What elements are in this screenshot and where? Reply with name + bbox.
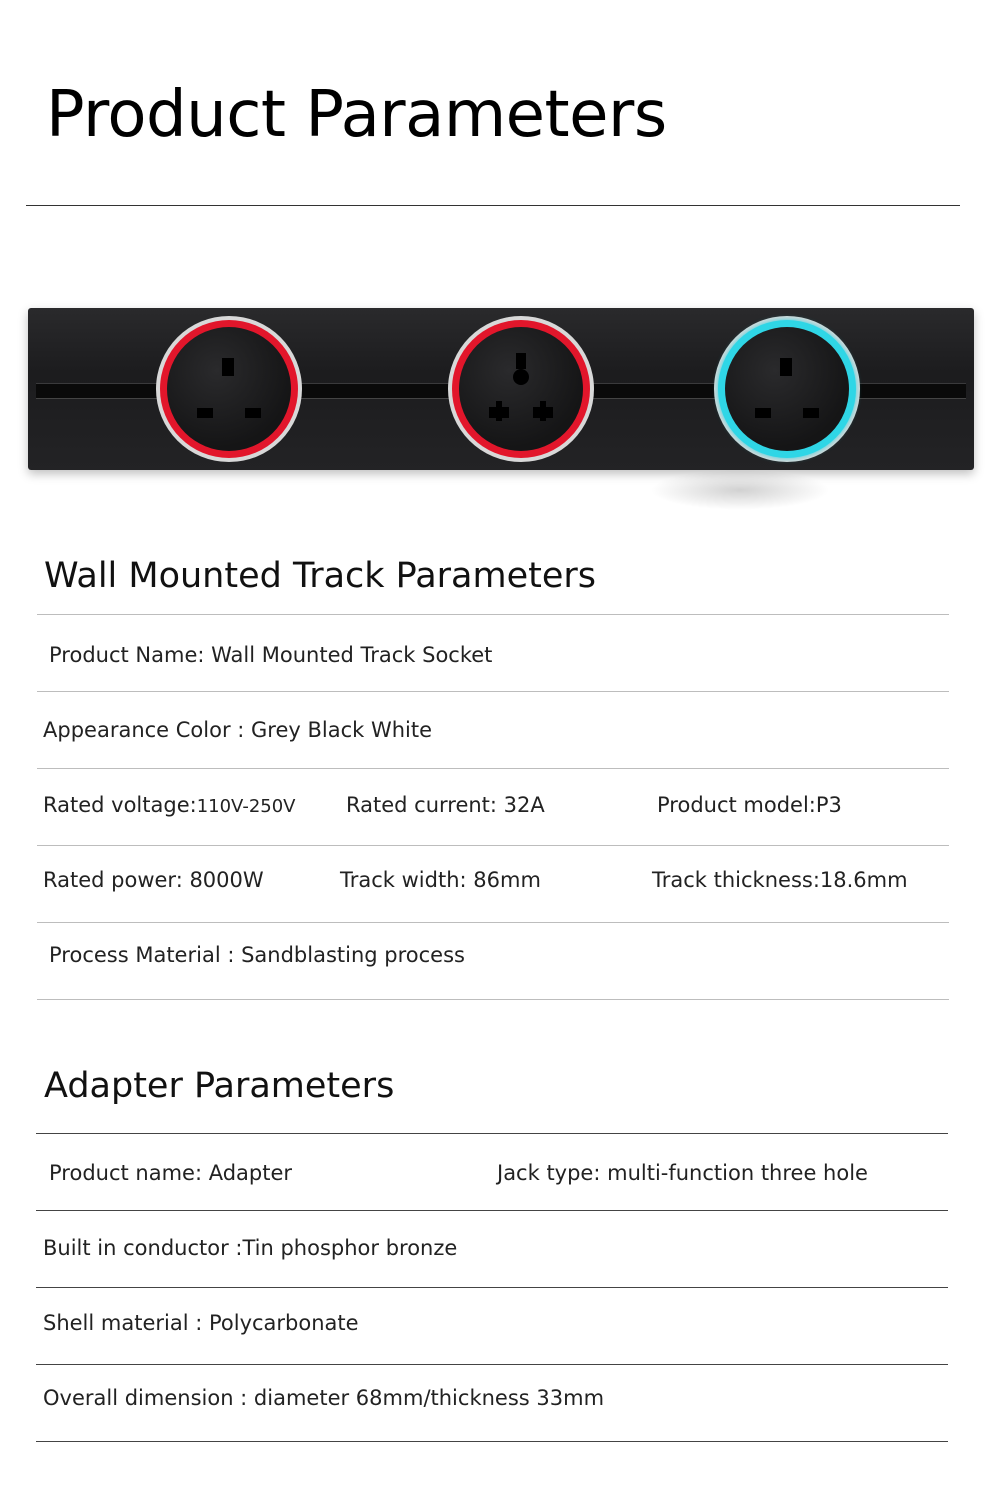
row-divider [37, 845, 949, 846]
product-model: Product model:P3 [657, 793, 842, 817]
row-divider [37, 768, 949, 769]
overall-dimension: Overall dimension : diameter 68mm/thickness 33mm [43, 1386, 605, 1410]
rated-power: Rated power: 8000W [43, 868, 264, 892]
uk-socket-red [156, 316, 302, 462]
process-material: Process Material : Sandblasting process [49, 943, 465, 967]
row-divider [37, 614, 949, 615]
row-divider [36, 1364, 948, 1365]
adapter-product-name: Product name: Adapter [49, 1161, 293, 1185]
shell-material: Shell material : Polycarbonate [43, 1311, 359, 1335]
row-divider [37, 999, 949, 1000]
rated-voltage [43, 793, 295, 817]
track-shadow [650, 470, 830, 510]
row-divider [36, 1287, 948, 1288]
uk-socket-cyan [714, 316, 860, 462]
universal-socket-red [448, 316, 594, 462]
built-in-conductor: Built in conductor :Tin phosphor bronze [43, 1236, 458, 1260]
track-width: Track width: 86mm [340, 868, 541, 892]
track-body [28, 308, 974, 470]
appearance-color: Appearance Color : Grey Black White [43, 718, 433, 742]
jack-type: Jack type: multi-function three hole [497, 1161, 868, 1185]
row-divider [37, 922, 949, 923]
track-section-title: Wall Mounted Track Parameters [44, 556, 597, 596]
row-divider [36, 1133, 948, 1134]
rated-voltage-label: Rated voltage: [43, 793, 197, 817]
title-divider [26, 205, 960, 206]
rated-voltage-value: 110V-250V [196, 796, 296, 817]
adapter-section-title: Adapter Parameters [44, 1066, 395, 1106]
row-divider [36, 1441, 948, 1442]
page-title: Product Parameters [46, 78, 667, 152]
rated-current: Rated current: 32A [346, 793, 545, 817]
row-divider [36, 1210, 948, 1211]
row-divider [37, 691, 949, 692]
track-thickness: Track thickness:18.6mm [652, 868, 908, 892]
track-product-name: Product Name: Wall Mounted Track Socket [49, 643, 493, 667]
